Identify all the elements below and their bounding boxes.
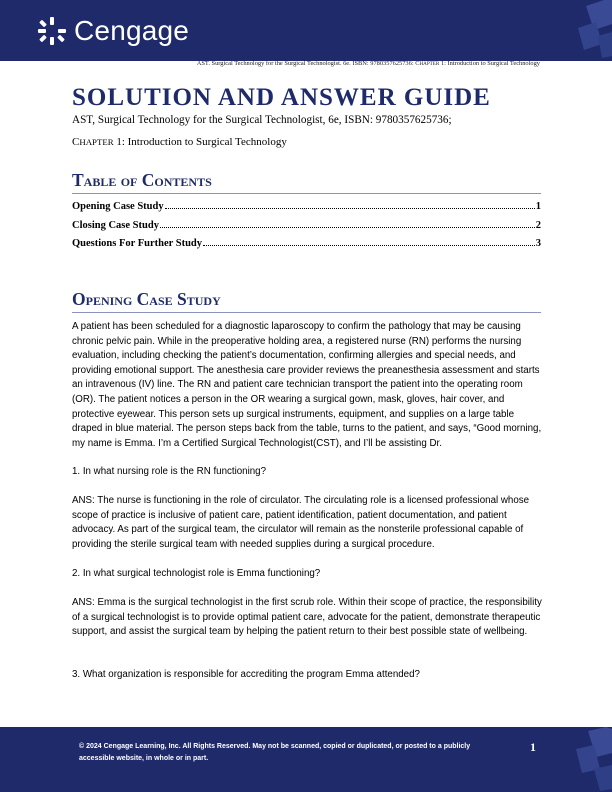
toc-heading: Table of Contents xyxy=(72,170,541,194)
toc-entry[interactable] xyxy=(72,238,541,249)
toc-leader xyxy=(160,227,535,228)
toc-entry-label: Closing Case Study xyxy=(72,220,159,231)
toc-entry-page: 3 xyxy=(535,238,541,249)
toc-entry-page: 1 xyxy=(535,201,541,212)
toc-entry-label: Opening Case Study xyxy=(72,201,164,212)
book-subtitle: AST, Surgical Technology for the Surgical Technologist, 6e, ISBN: 9780357625736; xyxy=(72,114,452,126)
document-title: SOLUTION AND ANSWER GUIDE xyxy=(72,84,491,111)
answer-2: ANS: Emma is the surgical technologist in the first scrub role. Within their scope of practice, the responsibility of a surgical technologist is to provide optimal patient care, advocate for the patient, demonstrate therapeutic support, and assist the surgical team by helping the patient return to their best possible state of wellbeing. xyxy=(72,597,542,638)
chapter-line: CHAPTER 1: Introduction to Surgical Technology xyxy=(72,136,287,148)
toc-entry[interactable] xyxy=(72,220,541,231)
answer-1: ANS: The nurse is functioning in the role of circulator. The circulating role is a licensed professional whose scope of practice is inclusive of patient care, patient identification, patient documentation, and patient advocacy. As part of the surgical team, the circulator will remain as the nonsterile professional capable of providing the sterile surgical team with needed supplies during a surgical procedure. xyxy=(72,495,530,550)
case-narrative: A patient has been scheduled for a diagnostic laparoscopy to confirm the pathology that may be causing chronic pelvic pain. While in the preoperative holding area, a registered nurse (RN) performs the nursing evaluation, including checking the patient’s documentation, confirming allergies and special needs, and providing emotional support. The anesthesia care provider reviews the preanesthesia assessment and starts an intravenous (IV) line. The RN and patient care technician transport the patient into the operating room (OR). The patient notices a person in the OR wearing a surgical gown, mask, gloves, hair cover, and protective eyewear. This person sets up surgical instruments, equipment, and supplies on a large table draped in blue material. The person steps back from the table, turns to the patient, and says, “Good morning, my name is Emma. I’m a Certified Surgical Technologist(CST), and I’ll be assisting Dr. xyxy=(72,321,542,449)
running-head: AST. Surgical Technology for the Surgical Technologist. 6e. ISBN: 9780357625736: CHAPTER 1: Introduction to Surgical Technology xyxy=(196,60,540,67)
footer-decoration xyxy=(572,727,612,792)
toc-entry-page: 2 xyxy=(535,220,541,231)
toc-entry-label: Questions For Further Study xyxy=(72,238,202,249)
toc-leader xyxy=(165,208,535,209)
page-number: 1 xyxy=(530,740,536,754)
toc-leader xyxy=(203,245,535,246)
section-heading-opening-case: Opening Case Study xyxy=(72,289,541,313)
cengage-logo-icon xyxy=(36,15,68,47)
question-3: 3. What organization is responsible for accrediting the program Emma attended? xyxy=(72,669,420,680)
cengage-logo xyxy=(36,14,189,48)
brand-name: Cengage xyxy=(74,15,190,46)
copyright-notice: © 2024 Cengage Learning, Inc. All Rights Reserved. May not be scanned, copied or duplicated, or posted to a publicly accessible website, in whole or in part. xyxy=(79,743,471,762)
question-1: 1. In what nursing role is the RN functioning? xyxy=(72,466,267,477)
toc-entry[interactable] xyxy=(72,201,541,212)
header-decoration xyxy=(572,0,612,61)
question-2: 2. In what surgical technologist role is Emma functioning? xyxy=(72,568,321,579)
